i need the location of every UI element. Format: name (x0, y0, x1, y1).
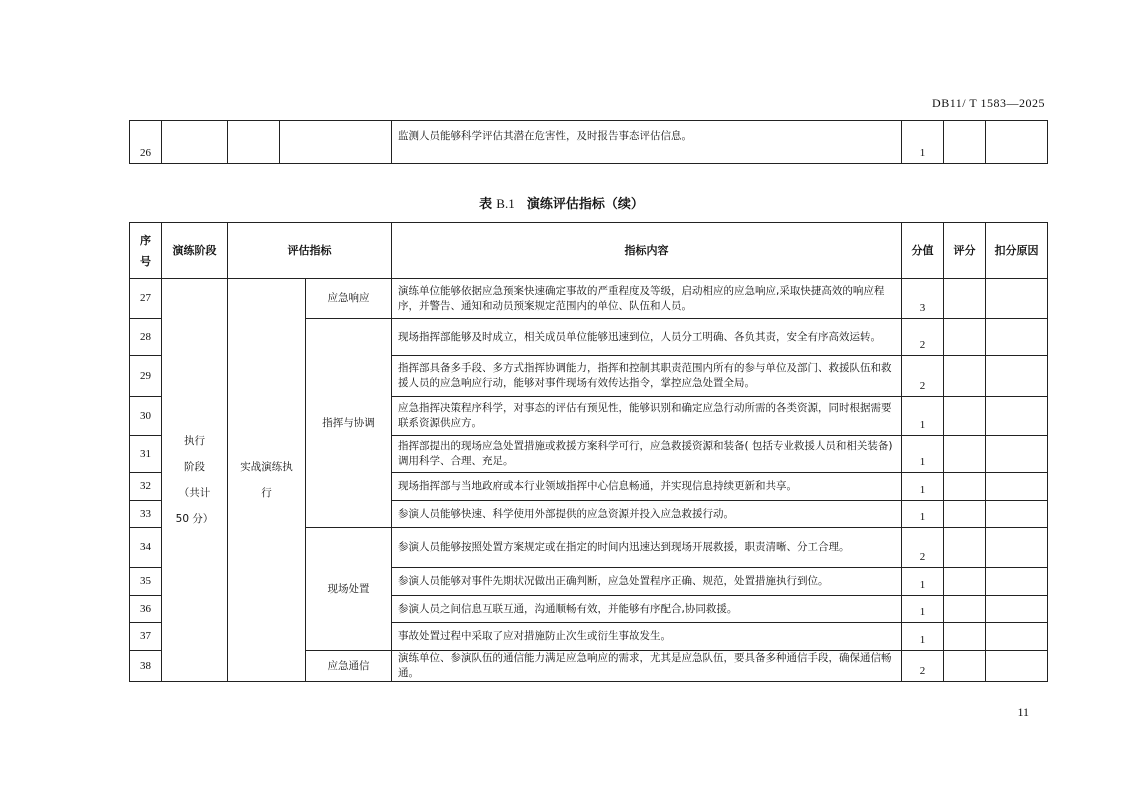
rating-cell (944, 319, 986, 356)
empty-cell (280, 121, 392, 164)
deduction-cell (986, 279, 1048, 319)
indicator-content: 参演人员之间信息互联互通，沟通顺畅有效，并能够有序配合,协同救援。 (392, 596, 902, 623)
col-header-score: 分值 (902, 223, 944, 279)
empty-cell (162, 121, 228, 164)
phase-line2: 行 (261, 487, 272, 499)
group-onsite: 现场处置 (306, 528, 392, 651)
score-value: 1 (902, 397, 944, 436)
rating-cell (944, 121, 986, 164)
continued-table-fragment (129, 120, 1048, 164)
indicator-content: 应急指挥决策程序科学，对事态的评估有预见性，能够识别和确定应急行动所需的各类资源，同时根据需要联系资源供应方。 (392, 397, 902, 436)
caption-table-id: B.1 (496, 196, 515, 211)
deduction-cell (986, 568, 1048, 596)
row-number: 33 (130, 501, 162, 528)
col-header-no-line1: 序 (140, 233, 151, 247)
indicator-content: 现场指挥部能够及时成立，相关成员单位能够迅速到位，人员分工明确、各负其责，安全有序高效运转。 (392, 319, 902, 356)
score-value: 2 (902, 319, 944, 356)
col-header-no (130, 223, 162, 279)
indicator-content: 事故处置过程中采取了应对措施防止次生或衍生事故发生。 (392, 623, 902, 651)
indicator-content: 参演人员能够对事件先期状况做出正确判断，应急处置程序正确、规范，处置措施执行到位。 (392, 568, 902, 596)
rating-cell (944, 528, 986, 568)
rating-cell (944, 651, 986, 682)
evaluation-table (129, 222, 1048, 682)
row-number: 28 (130, 319, 162, 356)
indicator-content: 现场指挥部与当地政府或本行业领域指挥中心信息畅通，并实现信息持续更新和共享。 (392, 473, 902, 501)
rating-cell (944, 356, 986, 397)
group-command: 指挥与协调 (306, 319, 392, 528)
score-value: 2 (902, 651, 944, 682)
row-number: 34 (130, 528, 162, 568)
indicator-content: 指挥部具备多手段、多方式指挥协调能力，指挥和控制其职责范围内所有的参与单位及部门、救援队伍和救援人员的应急响应行动，能够对事件现场有效传达指令，掌控应急处置全局。 (392, 356, 902, 397)
caption-title: 演练评估指标（续） (526, 197, 644, 212)
row-number: 35 (130, 568, 162, 596)
score-value: 1 (902, 596, 944, 623)
standard-id: DB11/ T 1583—2025 (932, 96, 1045, 110)
deduction-cell (986, 596, 1048, 623)
table-row (130, 279, 1048, 319)
deduction-cell (986, 473, 1048, 501)
col-header-content: 指标内容 (392, 223, 902, 279)
stage-line4: 50 分） (175, 513, 214, 525)
deduction-cell (986, 651, 1048, 682)
caption-label: 表 (479, 197, 493, 212)
deduction-cell (986, 319, 1048, 356)
indicator-content: 参演人员能够按照处置方案规定或在指定的时间内迅速达到现场开展救援，职责清晰、分工合理。 (392, 528, 902, 568)
deduction-cell (986, 397, 1048, 436)
row-number: 29 (130, 356, 162, 397)
group-comm: 应急通信 (306, 651, 392, 682)
indicator-content: 监测人员能够科学评估其潜在危害性，及时报告事态评估信息。 (392, 121, 902, 164)
empty-cell (228, 121, 280, 164)
stage-line3: （共计 (178, 487, 211, 499)
rating-cell (944, 596, 986, 623)
phase-line1: 实战演练执 (240, 461, 293, 473)
score-value: 1 (902, 623, 944, 651)
row-number: 36 (130, 596, 162, 623)
score-value: 1 (902, 501, 944, 528)
deduction-cell (986, 501, 1048, 528)
col-header-deduction: 扣分原因 (986, 223, 1048, 279)
row-number: 27 (130, 279, 162, 319)
phase-cell (228, 279, 306, 682)
deduction-cell (986, 623, 1048, 651)
deduction-cell (986, 356, 1048, 397)
score-value: 1 (902, 436, 944, 473)
rating-cell (944, 473, 986, 501)
rating-cell (944, 501, 986, 528)
score-value: 2 (902, 356, 944, 397)
rating-cell (944, 397, 986, 436)
stage-cell (162, 279, 228, 682)
group-response: 应急响应 (306, 279, 392, 319)
col-header-rating: 评分 (944, 223, 986, 279)
rating-cell (944, 623, 986, 651)
stage-line1: 执行 (184, 435, 205, 447)
row-number: 31 (130, 436, 162, 473)
rating-cell (944, 279, 986, 319)
deduction-cell (986, 528, 1048, 568)
col-header-indicator: 评估指标 (228, 223, 392, 279)
row-number: 26 (130, 121, 162, 164)
col-header-stage: 演练阶段 (162, 223, 228, 279)
indicator-content: 演练单位、参演队伍的通信能力满足应急响应的需求，尤其是应急队伍，要具备多种通信手段，确保通信畅通。 (392, 651, 902, 682)
score-value: 1 (902, 473, 944, 501)
score-value: 3 (902, 279, 944, 319)
stage-line2: 阶段 (184, 461, 205, 473)
score-value: 1 (902, 121, 944, 164)
page-number: 11 (1017, 705, 1029, 719)
score-value: 2 (902, 528, 944, 568)
score-value: 1 (902, 568, 944, 596)
indicator-content: 参演人员能够快速、科学使用外部提供的应急资源并投入应急救援行动。 (392, 501, 902, 528)
row-number: 37 (130, 623, 162, 651)
deduction-cell (986, 436, 1048, 473)
row-number: 38 (130, 651, 162, 682)
row-number: 30 (130, 397, 162, 436)
indicator-content: 指挥部提出的现场应急处置措施或救援方案科学可行，应急救援资源和装备( 包括专业救援人员和相关装备) 调用科学、合理、充足。 (392, 436, 902, 473)
table-caption (0, 193, 1123, 212)
row-number: 32 (130, 473, 162, 501)
deduction-cell (986, 121, 1048, 164)
table-row (130, 121, 1048, 164)
rating-cell (944, 436, 986, 473)
table-header-row (130, 223, 1048, 279)
rating-cell (944, 568, 986, 596)
indicator-content: 演练单位能够依据应急预案快速确定事故的严重程度及等级，启动相应的应急响应,采取快捷高效的响应程序，并警告、通知和动员预案规定范围内的单位、队伍和人员。 (392, 279, 902, 319)
col-header-no-line2: 号 (140, 254, 151, 268)
